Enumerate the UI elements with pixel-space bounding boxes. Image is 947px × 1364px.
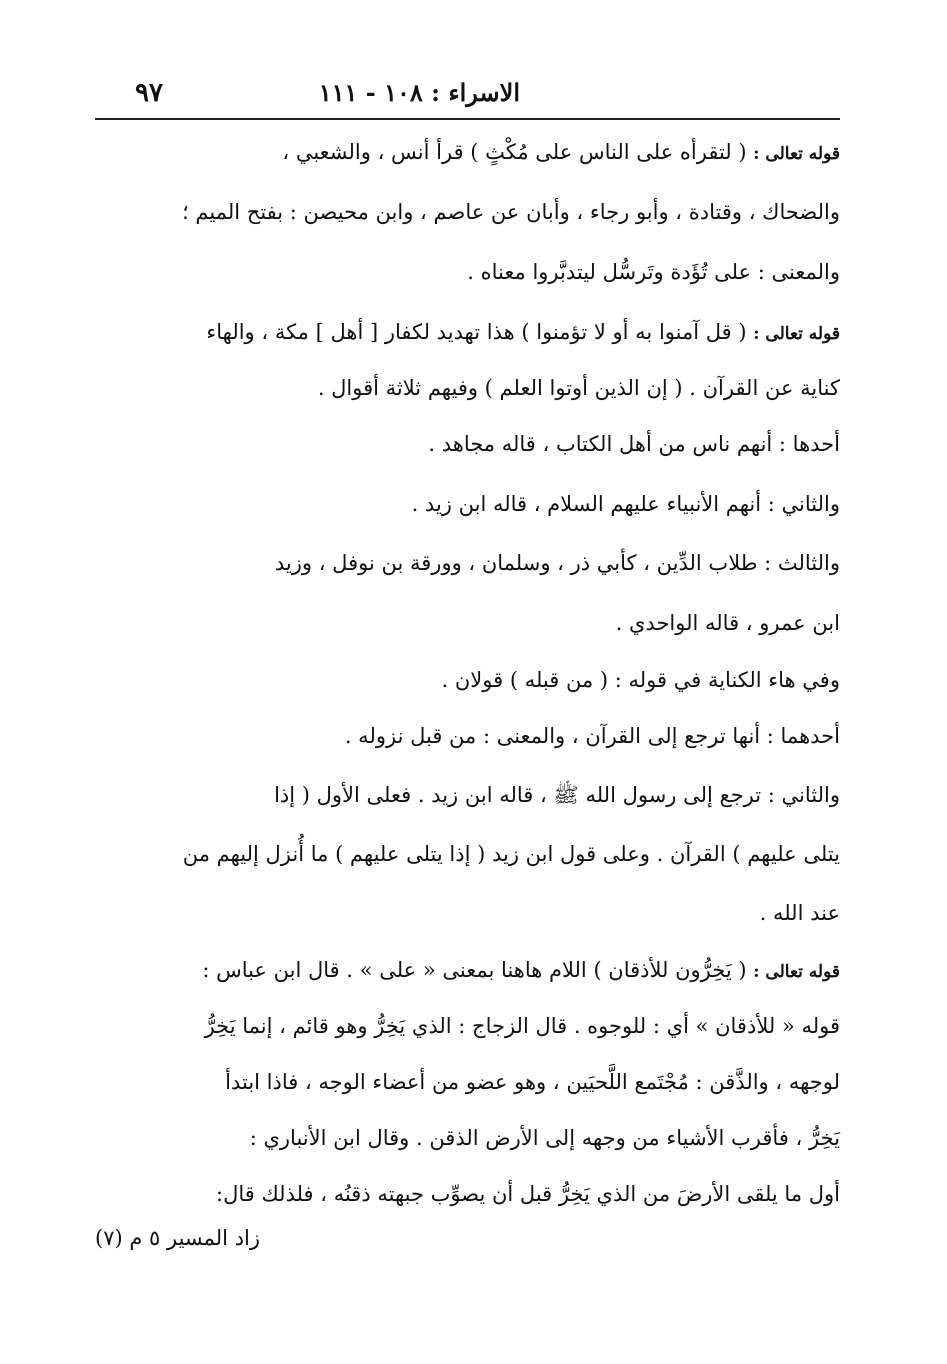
text-line [100,1006,840,1046]
page-footer-signature: زاد المسير ٥ م (٧) [95,1226,261,1250]
line-text: والضحاك ، وقتادة ، وأبو رجاء ، وأبان عن عاصم ، وابن محيصن : بفتح الميم ؛ [182,200,840,224]
text-line [100,484,840,524]
page-number: ٩٧ [135,78,163,108]
line-text: ( قل آمنوا به أو لا تؤمنوا ) هذا تهديد لكفار [ أهل ] مكة ، والهاء [206,320,754,344]
line-text: عند الله . [759,901,840,925]
text-line [100,1174,840,1214]
text-line [100,192,840,232]
line-text: وفي هاء الكناية في قوله : ( من قبله ) قولان . [441,668,840,692]
text-line [100,1118,840,1158]
text-line [100,543,840,583]
line-text: يَخِرُّ ، فأقرب الأشياء من وجهه إلى الأرض الذقن . وقال ابن الأنباري : [249,1126,840,1150]
text-line [100,775,840,815]
text-line [100,660,840,700]
text-line [100,950,840,990]
text-line [100,716,840,756]
verse-label: قوله تعالى : [753,144,840,164]
verse-label: قوله تعالى : [753,324,840,344]
line-text: ( لتقرأه على الناس على مُكْثٍ ) قرأ أنس ، والشعبي ، [282,140,754,164]
line-text: أحدهما : أنها ترجع إلى القرآن ، والمعنى : من قبل نزوله . [344,724,840,748]
text-line [100,252,840,292]
text-line [100,424,840,464]
line-text: والمعنى : على تُؤَدة وتَرسُّل ليتدبَّروا معناه . [467,260,840,284]
line-text: قوله « للأذقان » أي : للوجوه . قال الزجاج : الذي يَخِرُّ وهو قائم ، إنما يَخِرُّ [204,1014,840,1038]
text-line [100,312,840,352]
line-text: والثالث : طلاب الدِّين ، كأبي ذر ، وسلمان ، وورقة بن نوفل ، وزيد [274,551,840,575]
text-line [100,603,840,643]
line-text: ابن عمرو ، قاله الواحدي . [615,611,840,635]
text-line [100,368,840,408]
header-rule [95,118,840,120]
line-text: لوجهه ، والذَّقن : مُجْتَمع اللَّحيَين ، وهو عضو من أعضاء الوجه ، فاذا ابتدأ [225,1070,840,1094]
running-title: الاسراء : ١٠٨ - ١١١ [318,78,520,107]
line-text: أول ما يلقى الأرضَ من الذي يَخِرُّ قبل أن يصوِّب جبهته ذقنُه ، فلذلك قال: [216,1182,840,1206]
verse-label: قوله تعالى : [753,962,840,982]
line-text: والثاني : أنهم الأنبياء عليهم السلام ، قاله ابن زيد . [411,492,840,516]
text-line [100,893,840,933]
text-line [100,1062,840,1102]
text-line [100,834,840,874]
line-text: والثاني : ترجع إلى رسول الله ﷺ ، قاله ابن زيد . فعلى الأول ( إذا [274,783,840,807]
line-text: ( يَخِرُّون للأذقان ) اللام هاهنا بمعنى « على » . قال ابن عباس : [202,958,754,982]
text-line [100,132,840,172]
page-header [95,72,840,114]
line-text: يتلى عليهم ) القرآن . وعلى قول ابن زيد ( إذا يتلى عليهم ) ما أُنزل إليهم من [182,842,840,866]
line-text: أحدها : أنهم ناس من أهل الكتاب ، قاله مجاهد . [428,432,840,456]
line-text: كناية عن القرآن . ( إن الذين أوتوا العلم ) وفيهم ثلاثة أقوال . [317,376,840,400]
